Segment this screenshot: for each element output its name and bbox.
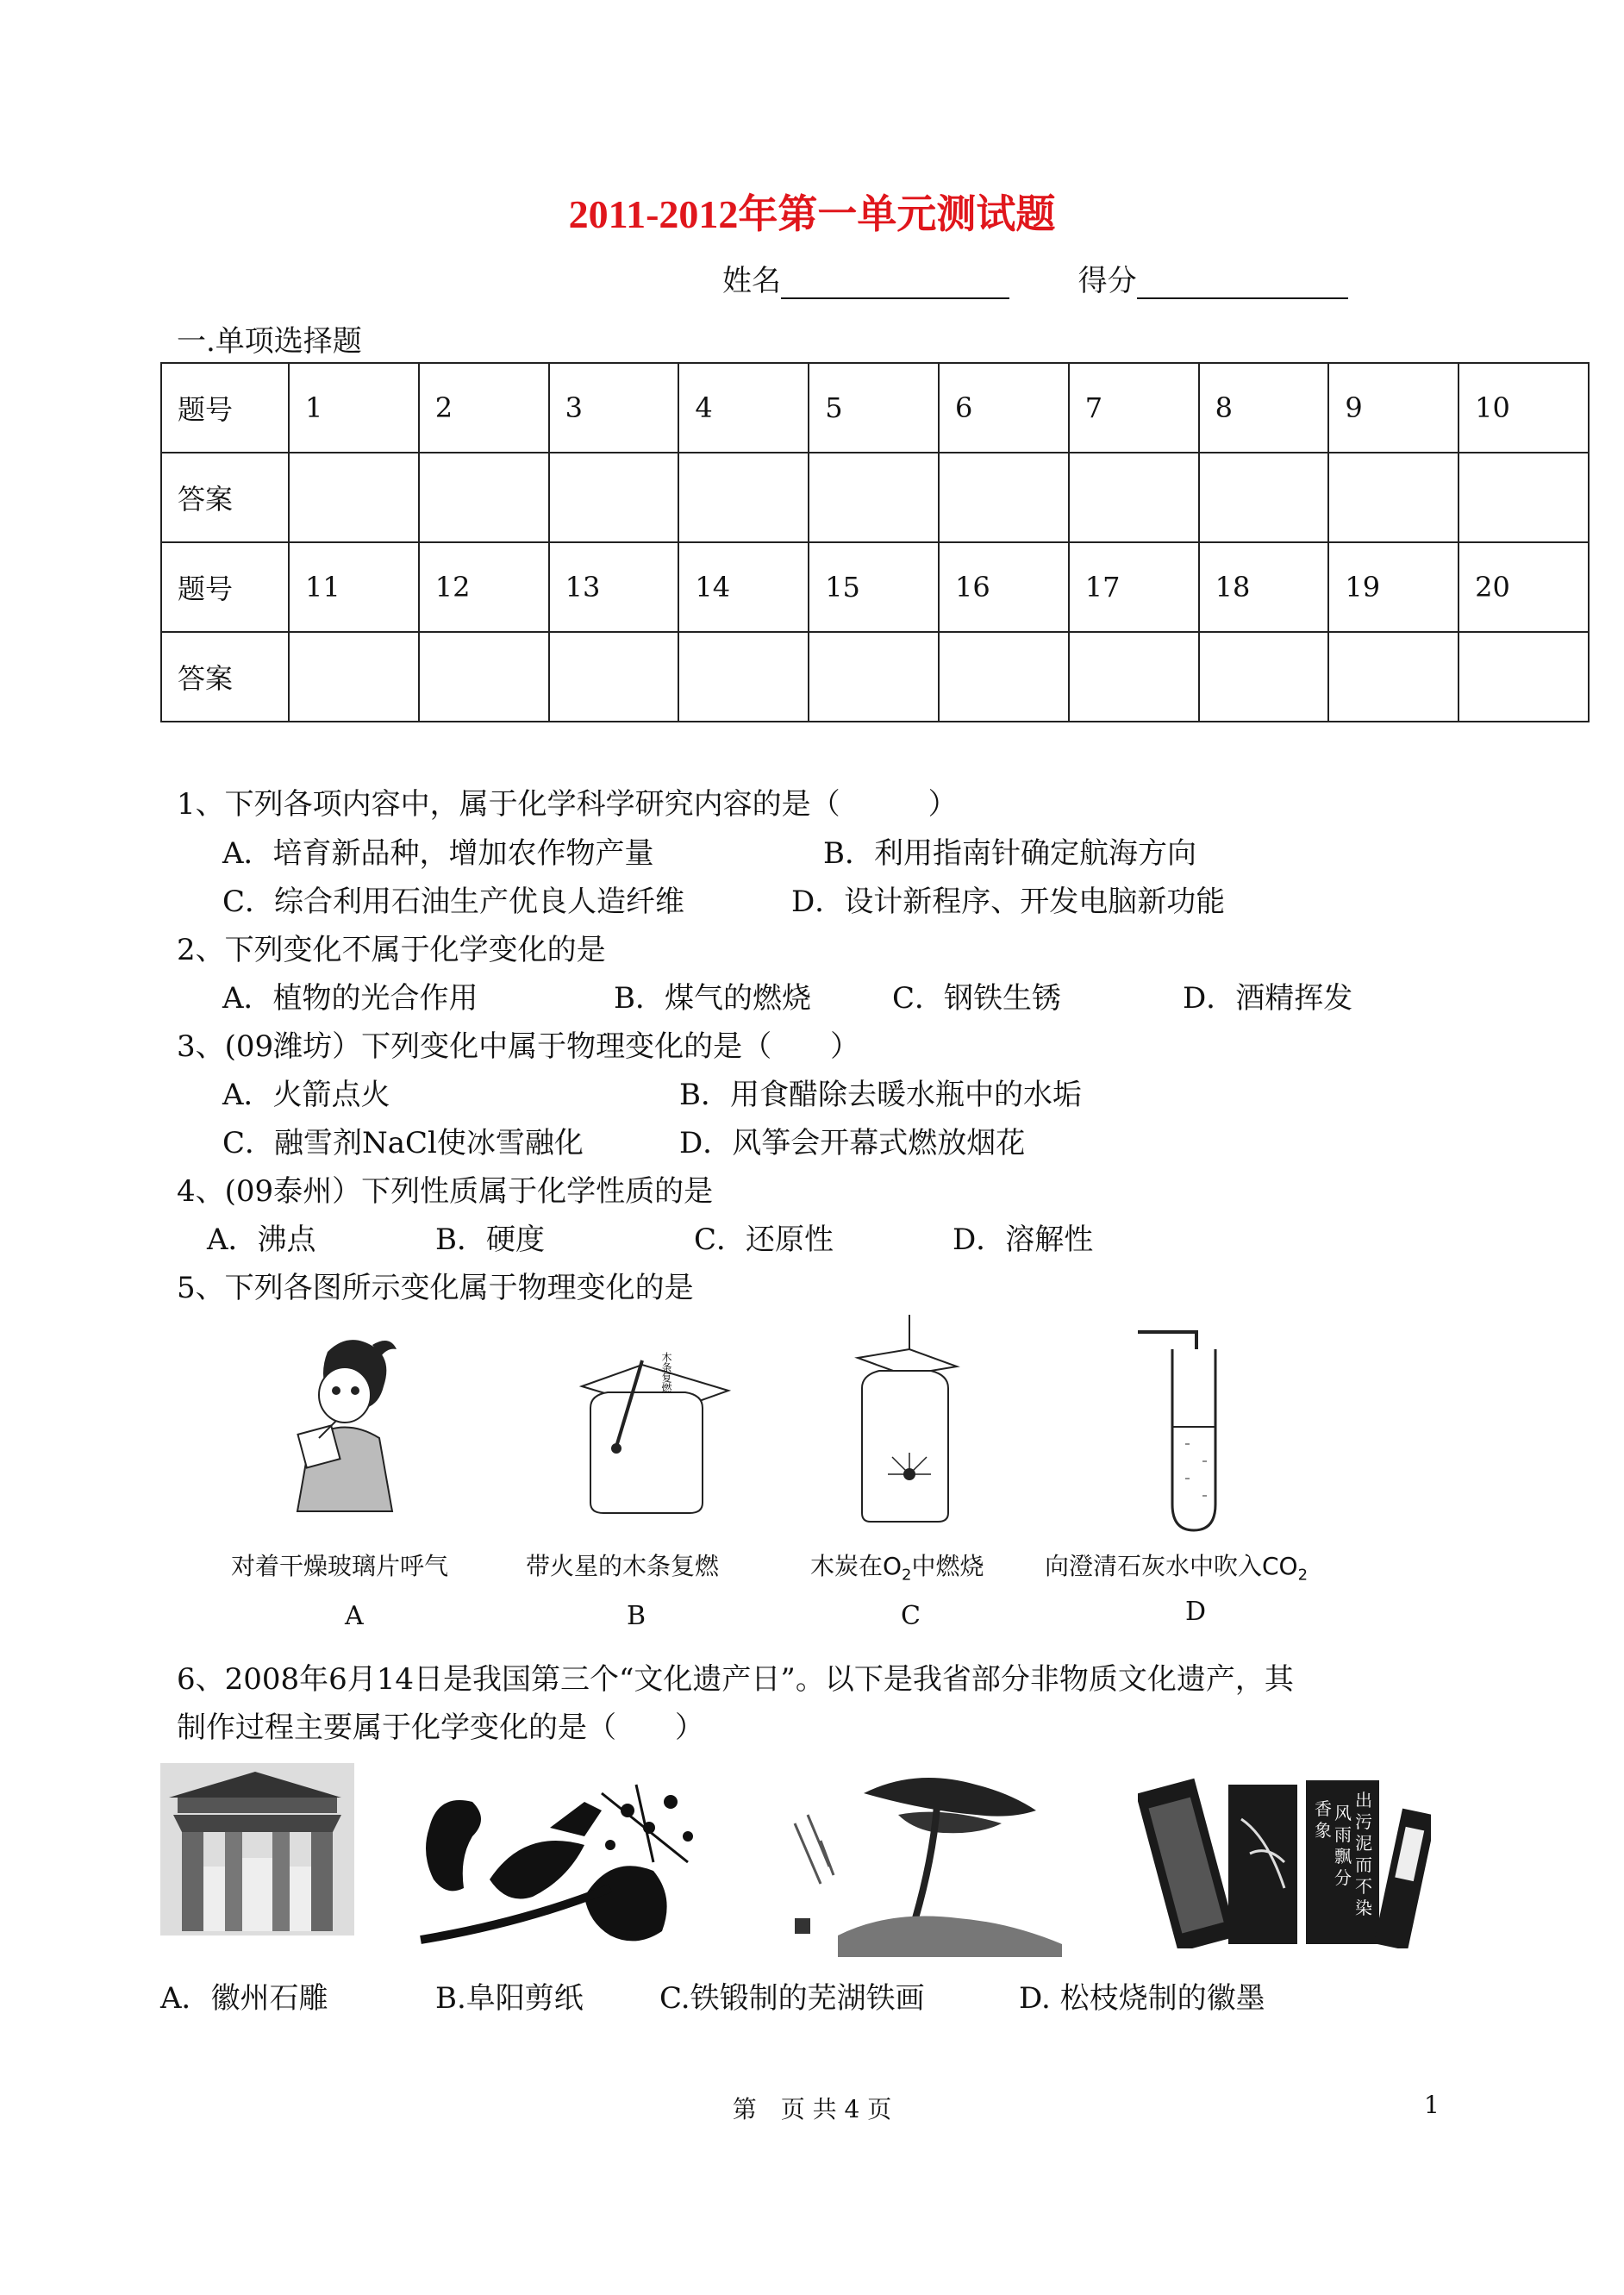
answer-cell[interactable] [1069,453,1199,542]
figure-a-caption: 对着干燥玻璃片呼气 [231,1552,449,1580]
figure-b-letter: B [627,1601,646,1631]
answer-cell[interactable] [809,632,939,722]
table-row-nums-2 [161,542,1589,632]
ink-char: 象 [1315,1820,1332,1841]
ink-char: 而 [1355,1854,1372,1875]
table-cell: 19 [1328,542,1458,632]
answer-cell[interactable] [289,632,419,722]
q1-option-a[interactable]: A．培育新品种，增加农作物产量 [222,836,654,871]
row-label: 题号 [161,363,289,453]
q3-option-a[interactable]: A．火箭点火 [222,1078,390,1112]
question-6-stem-line-2: 制作过程主要属于化学变化的是（ ） [177,1710,704,1745]
answer-cell[interactable] [549,453,679,542]
question-6-stem-line-1: 6、2008年6月14日是我国第三个“文化遗产日”。以下是我省部分非物质文化遗产，其 [177,1662,1294,1697]
q1-option-b[interactable]: B．利用指南针确定航海方向 [823,836,1196,871]
figure-c-letter: C [901,1601,921,1631]
answer-cell[interactable] [939,453,1069,542]
figure-a-letter: A [345,1601,364,1631]
name-label: 姓名 [722,264,781,298]
ink-char: 香 [1315,1798,1332,1819]
q4-option-b[interactable]: B．硬度 [435,1223,545,1257]
paper-cut-image [412,1776,718,1957]
hui-ink-image [1138,1767,1431,1948]
q4-option-a[interactable]: A．沸点 [207,1223,316,1257]
table-cell: 1 [289,363,419,453]
table-cell: 10 [1458,363,1589,453]
answer-cell[interactable] [678,632,809,722]
ink-char: 飘 [1334,1846,1352,1867]
q2-option-b[interactable]: B．煤气的燃烧 [614,981,811,1016]
q6-option-a[interactable]: A．徽州石雕 [160,1981,328,2016]
q4-option-d[interactable]: D．溶解性 [953,1223,1094,1257]
table-cell: 4 [678,363,809,453]
answer-cell[interactable] [678,453,809,542]
q3-option-c[interactable]: C．融雪剂NaCl使冰雪融化 [222,1126,584,1160]
answer-cell[interactable] [549,632,679,722]
charcoal-jar-figure [840,1315,970,1530]
caption-text: 木炭在O [810,1552,903,1580]
ink-char: 泥 [1355,1833,1372,1854]
name-field[interactable] [781,272,1009,299]
answer-cell[interactable] [1458,632,1589,722]
table-cell: 13 [549,542,679,632]
subscript: 2 [902,1566,912,1585]
q6-option-c[interactable]: C.铁锻制的芜湖铁画 [659,1981,925,2016]
q2-option-a[interactable]: A．植物的光合作用 [222,981,478,1016]
subscript: 2 [1297,1566,1309,1585]
table-cell: 20 [1458,542,1589,632]
answer-cell[interactable] [419,632,549,722]
table-row-answers-1 [161,453,1589,542]
figure-c-caption [810,1548,984,1585]
table-cell: 5 [809,363,939,453]
ink-char: 污 [1355,1811,1372,1832]
q6-option-b[interactable]: B.阜阳剪纸 [435,1981,584,2016]
page-title: 2011-2012年第一单元测试题 [568,192,1056,236]
ink-char: 染 [1355,1898,1372,1918]
question-1-stem: 1、下列各项内容中，属于化学科学研究内容的是（ ） [177,787,958,822]
answer-cell[interactable] [419,453,549,542]
ink-char: 出 [1355,1790,1372,1810]
jar-splint-figure [565,1335,737,1524]
iron-painting-image [786,1763,1071,1957]
ink-char: 分 [1334,1867,1352,1888]
score-label: 得分 [1077,264,1137,298]
question-5-stem: 5、下列各图所示变化属于物理变化的是 [177,1271,694,1305]
table-cell: 9 [1328,363,1458,453]
stone-archway-image [160,1763,354,1935]
answer-cell[interactable] [1199,632,1329,722]
table-cell: 6 [939,363,1069,453]
table-cell: 3 [549,363,679,453]
answer-cell[interactable] [939,632,1069,722]
q1-option-d[interactable]: D．设计新程序、开发电脑新功能 [791,885,1226,919]
answer-cell[interactable] [289,453,419,542]
table-cell: 14 [678,542,809,632]
q1-option-c[interactable]: C．综合利用石油生产优良人造纤维 [222,885,685,919]
score-field[interactable] [1137,272,1348,299]
ink-char: 风 [1334,1803,1352,1823]
table-cell: 15 [809,542,939,632]
figure-d-letter: D [1185,1597,1207,1627]
question-4-stem: 4、(09泰州）下列性质属于化学性质的是 [177,1174,714,1209]
caption-text: 中燃烧 [911,1552,984,1580]
page-number: 1 [1424,2091,1440,2119]
question-3-stem: 3、(09潍坊）下列变化中属于物理变化的是（ ） [177,1029,860,1064]
row-label: 答案 [161,632,289,722]
test-tube-figure [1138,1323,1241,1539]
q2-option-c[interactable]: C．钢铁生锈 [892,981,1062,1016]
table-cell: 16 [939,542,1069,632]
q4-option-c[interactable]: C．还原性 [694,1223,834,1257]
caption-text: 向澄清石灰水中吹入CO [1045,1552,1298,1580]
answer-cell[interactable] [1069,632,1199,722]
answer-cell[interactable] [1328,632,1458,722]
splint-label: 木条复燃 [660,1352,672,1393]
answer-cell[interactable] [1328,453,1458,542]
table-cell: 11 [289,542,419,632]
table-cell: 8 [1199,363,1329,453]
q3-option-d[interactable]: D．风筝会开幕式燃放烟花 [679,1126,1026,1160]
answer-cell[interactable] [809,453,939,542]
ink-char: 雨 [1334,1824,1352,1845]
table-row-answers-2 [161,632,1589,722]
girl-breathing-figure [276,1335,405,1524]
ink-char: 不 [1355,1876,1372,1897]
table-cell: 18 [1199,542,1329,632]
table-cell: 7 [1069,363,1199,453]
figure-b-caption: 带火星的木条复燃 [526,1552,720,1580]
answer-table [160,362,1590,722]
row-label: 题号 [161,542,289,632]
question-2-stem: 2、下列变化不属于化学变化的是 [177,933,606,967]
q2-option-d[interactable]: D．酒精挥发 [1183,981,1353,1016]
figure-d-caption [1045,1548,1308,1585]
section-title: 一.单项选择题 [177,324,362,359]
table-cell: 17 [1069,542,1199,632]
name-score-line [722,257,1348,299]
table-cell: 2 [419,363,549,453]
answer-cell[interactable] [1199,453,1329,542]
answer-cell[interactable] [1458,453,1589,542]
row-label: 答案 [161,453,289,542]
page-footer: 第 页 共 4 页 [732,2095,892,2123]
q6-option-d[interactable]: D. 松枝烧制的徽墨 [1019,1981,1265,2016]
table-cell: 12 [419,542,549,632]
q3-option-b[interactable]: B．用食醋除去暖水瓶中的水垢 [679,1078,1082,1112]
table-row-nums-1 [161,363,1589,453]
